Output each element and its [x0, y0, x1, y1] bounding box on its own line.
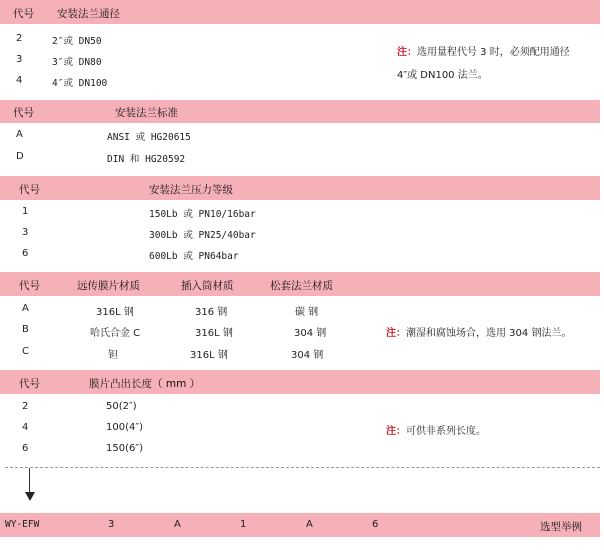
note-materials [386, 324, 571, 339]
row-desc: 300Lb 或 PN25/40bar [149, 230, 256, 241]
row-code: 1 [22, 206, 29, 217]
row-code: 2 [16, 33, 23, 44]
dashed-divider [5, 467, 600, 468]
row-code: A [22, 303, 29, 314]
header-code: 代号 [13, 107, 34, 119]
row-flange-material: 304 钢 [294, 328, 327, 339]
row-code: D [16, 151, 24, 162]
row-desc: 3″或 DN80 [52, 57, 102, 68]
row-desc: 4″或 DN100 [52, 78, 108, 89]
example-code: 1 [240, 519, 247, 530]
row-flange-material: 碳 钢 [295, 307, 319, 318]
row-desc: 100(4″) [106, 422, 143, 433]
note-flange-size [397, 43, 570, 58]
row-desc: 150Lb 或 PN10/16bar [149, 209, 256, 220]
header-flange-material: 松套法兰材质 [270, 280, 333, 292]
note-text: 选用量程代号 3 时，必须配用通径 [417, 47, 570, 58]
header-pressure-rating: 安装法兰压力等级 [149, 184, 233, 196]
row-tube-material: 316L 钢 [190, 350, 228, 361]
row-code: B [22, 324, 29, 335]
row-desc: ANSI 或 HG20615 [107, 132, 191, 143]
note-text: 可供非系列长度。 [406, 426, 486, 437]
selection-example-band [0, 513, 600, 537]
row-diaphragm-material: 哈氏合金 C [90, 328, 141, 339]
note-prefix: 注： [386, 328, 406, 339]
header-code: 代号 [13, 8, 34, 20]
note-text: 潮湿和腐蚀场合，选用 304 钢法兰。 [406, 328, 572, 339]
row-code: 4 [16, 75, 23, 86]
row-tube-material: 316L 钢 [195, 328, 233, 339]
header-extension-length: 膜片凸出长度（ mm ） [89, 378, 201, 390]
header-code: 代号 [19, 378, 40, 390]
row-code: 2 [22, 401, 29, 412]
header-code: 代号 [19, 280, 40, 292]
example-code: A [306, 519, 313, 530]
note-flange-size-line2: 4″或 DN100 法兰。 [397, 70, 488, 81]
row-desc: 600Lb 或 PN64bar [149, 251, 239, 262]
row-code: 6 [22, 248, 29, 259]
header-flange-standard: 安装法兰标准 [115, 107, 178, 119]
row-code: C [22, 346, 29, 357]
header-code: 代号 [19, 184, 40, 196]
note-prefix: 注： [386, 426, 406, 437]
row-code: 3 [16, 54, 23, 65]
row-desc: 50(2″) [106, 401, 137, 412]
row-desc: 150(6″) [106, 443, 143, 454]
down-arrow-icon [25, 492, 35, 501]
arrow-shaft [29, 468, 30, 492]
row-code: A [16, 129, 23, 140]
example-label: 选型举例 [540, 521, 582, 533]
row-code: 3 [22, 227, 29, 238]
example-model: WY-EFW [5, 519, 40, 530]
row-flange-material: 304 钢 [291, 350, 324, 361]
row-desc: 2″或 DN50 [52, 36, 102, 47]
row-tube-material: 316 钢 [195, 307, 228, 318]
header-flange-size: 安装法兰通径 [57, 8, 120, 20]
row-desc: DIN 和 HG20592 [107, 154, 186, 165]
row-diaphragm-material: 316L 钢 [96, 307, 134, 318]
example-code: 6 [372, 519, 379, 530]
row-code: 4 [22, 422, 29, 433]
row-diaphragm-material: 钽 [108, 350, 118, 361]
header-tube-material: 插入筒材质 [181, 280, 234, 292]
note-extension-length [386, 422, 486, 437]
section-header-flange-standard [0, 100, 600, 123]
example-code: 3 [108, 519, 115, 530]
note-prefix: 注： [397, 47, 417, 58]
header-diaphragm-material: 远传膜片材质 [77, 280, 140, 292]
row-code: 6 [22, 443, 29, 454]
section-header-pressure-rating [0, 176, 600, 200]
example-code: A [174, 519, 181, 530]
